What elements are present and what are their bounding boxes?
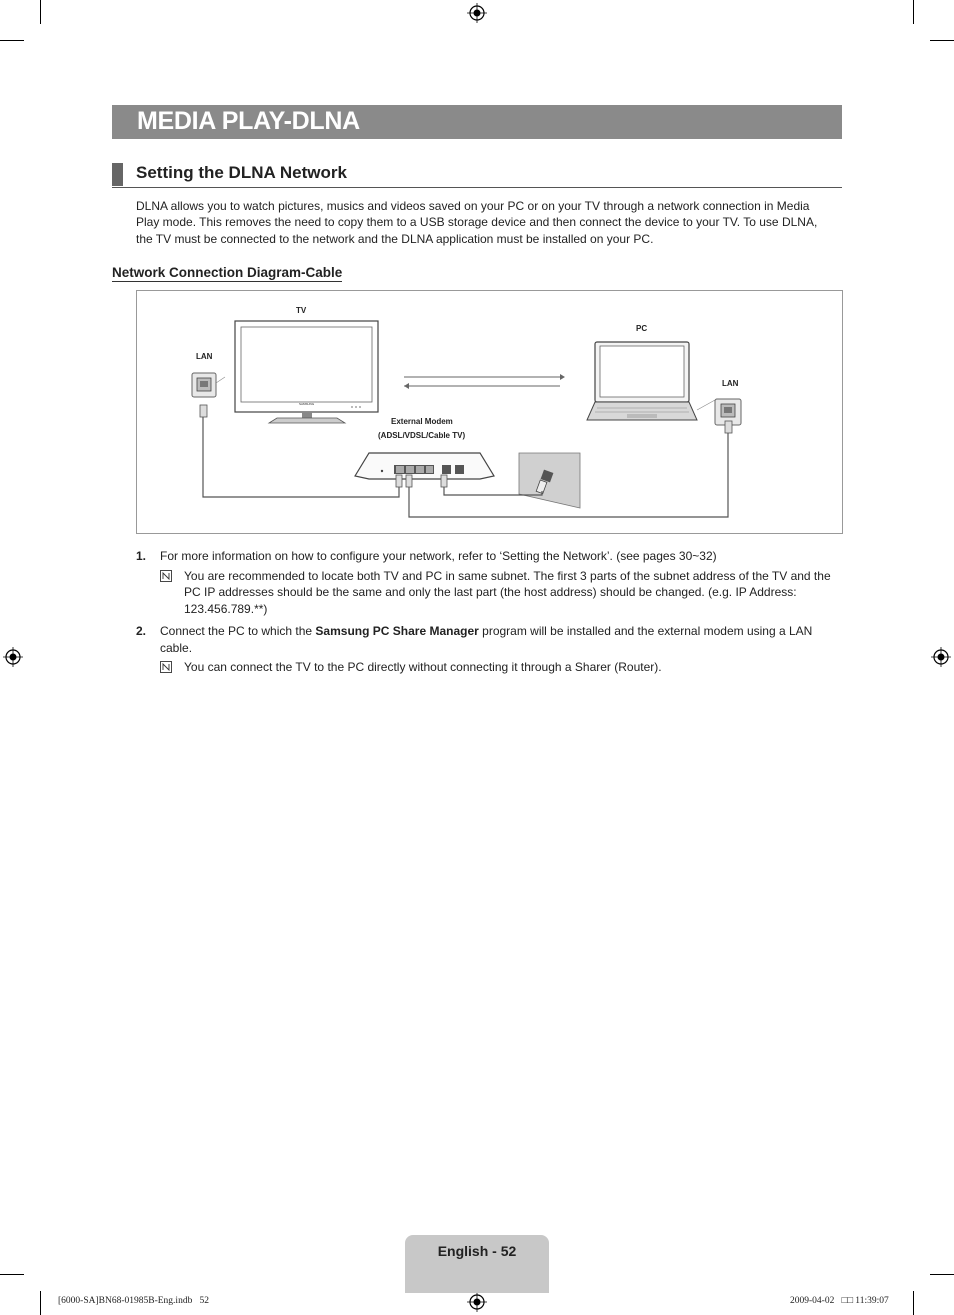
page-title: MEDIA PLAY-DLNA bbox=[137, 107, 360, 135]
crop-mark bbox=[913, 1291, 914, 1315]
pc-label: PC bbox=[636, 324, 648, 333]
page-title-bar bbox=[112, 105, 842, 139]
note bbox=[136, 659, 836, 676]
tv-label: TV bbox=[296, 306, 307, 315]
diagram-subheading: Network Connection Diagram-Cable bbox=[112, 265, 343, 280]
slug-file: [6000-SA]BN68-01985B-Eng.indb 52 bbox=[58, 1296, 209, 1306]
list-item bbox=[136, 623, 836, 676]
note-icon bbox=[160, 570, 172, 582]
crop-mark bbox=[0, 1274, 24, 1275]
crop-mark bbox=[0, 40, 24, 41]
note-text: You can connect the TV to the PC directly without connecting it through a Sharer (Router). bbox=[184, 660, 662, 674]
wall-outlet-illustration bbox=[519, 453, 580, 508]
page-number: English - 52 bbox=[437, 1243, 517, 1259]
tv-illustration bbox=[235, 321, 378, 423]
steps-list bbox=[136, 548, 836, 680]
crop-mark bbox=[40, 0, 41, 24]
tv-lan-label: LAN bbox=[196, 352, 213, 361]
note-icon bbox=[160, 661, 172, 673]
modem-sub-label: (ADSL/VDSL/Cable TV) bbox=[378, 431, 466, 440]
diagram-graphic bbox=[137, 291, 842, 533]
tv-brand-text: SAMSUNG bbox=[299, 402, 315, 406]
step-number: 1. bbox=[136, 549, 147, 563]
section-marker bbox=[112, 163, 123, 186]
registration-mark-icon bbox=[467, 3, 487, 23]
program-name: Samsung PC Share Manager bbox=[315, 624, 479, 638]
step-text-start: Connect the PC to which the bbox=[160, 624, 316, 638]
intro-paragraph: DLNA allows you to watch pictures, musics and videos saved on your PC or on your TV through a network connection in Media Play mode. This removes the need to copy them to a USB storage device and then connect the device to your TV. To use DLNA, the TV must be connected to the network and the DLNA application must be installed on your PC. bbox=[136, 199, 818, 246]
pc-lan-label: LAN bbox=[722, 379, 739, 388]
step-text-end: program will be installed and the external modem using a LAN cable. bbox=[160, 624, 813, 655]
crop-mark bbox=[930, 40, 954, 41]
crop-mark bbox=[930, 1274, 954, 1275]
modem-label: External Modem bbox=[391, 417, 453, 426]
step-text: For more information on how to configure your network, refer to ‘Setting the Network’. (see pages 30~32) bbox=[160, 549, 717, 563]
section-title: Setting the DLNA Network bbox=[136, 163, 347, 182]
note bbox=[136, 568, 836, 618]
pc-lan-port bbox=[697, 399, 741, 433]
registration-mark-icon bbox=[467, 1292, 487, 1312]
registration-mark-icon bbox=[3, 647, 23, 667]
tv-lan-port bbox=[192, 373, 225, 417]
section-header bbox=[112, 163, 842, 188]
laptop-illustration bbox=[587, 342, 697, 420]
list-item bbox=[136, 548, 836, 617]
crop-mark bbox=[913, 0, 914, 24]
registration-mark-icon bbox=[931, 647, 951, 667]
page-number-tab bbox=[405, 1235, 549, 1293]
network-diagram bbox=[136, 290, 843, 534]
modem-illustration bbox=[355, 453, 494, 487]
crop-mark bbox=[40, 1291, 41, 1315]
slug-timestamp: 2009-04-02 □□ 11:39:07 bbox=[790, 1296, 889, 1306]
step-number: 2. bbox=[136, 624, 147, 638]
note-text: You are recommended to locate both TV and PC in same subnet. The first 3 parts of the subnet address of the TV and the PC IP addresses should be the same and only the last part (the host address) should be changed. (e.g. IP Address: 123.456.789.**) bbox=[184, 568, 831, 616]
